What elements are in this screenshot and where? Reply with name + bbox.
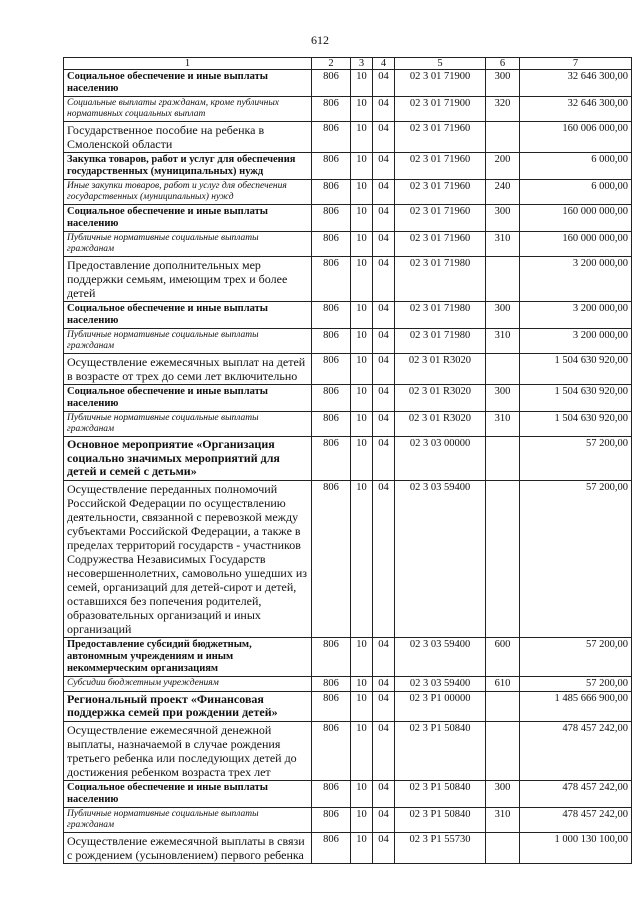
expense-type-cell bbox=[486, 122, 520, 153]
ministry-code-cell: 806 bbox=[312, 232, 351, 257]
row-name-cell: Иные закупки товаров, работ и услуг для обеспечения государственных (муниципальных) нужд bbox=[64, 180, 312, 205]
ministry-code-cell: 806 bbox=[312, 780, 351, 807]
target-article-cell: 02 3 01 71980 bbox=[395, 329, 486, 354]
subsection-code-cell: 04 bbox=[373, 637, 395, 676]
row-name-cell: Социальное обеспечение и иные выплаты населению bbox=[64, 205, 312, 232]
amount-cell: 57 200,00 bbox=[520, 676, 632, 691]
expense-type-cell bbox=[486, 257, 520, 302]
section-code-cell: 10 bbox=[351, 780, 373, 807]
column-header: 2 bbox=[312, 58, 351, 70]
subsection-code-cell: 04 bbox=[373, 97, 395, 122]
table-row bbox=[64, 97, 632, 122]
expense-type-cell bbox=[486, 480, 520, 637]
target-article-cell: 02 3 03 59400 bbox=[395, 676, 486, 691]
expense-type-cell: 320 bbox=[486, 97, 520, 122]
expense-type-cell: 240 bbox=[486, 180, 520, 205]
target-article-cell: 02 3 01 71980 bbox=[395, 302, 486, 329]
ministry-code-cell: 806 bbox=[312, 97, 351, 122]
table-row bbox=[64, 205, 632, 232]
row-name-cell: Субсидии бюджетным учреждениям bbox=[64, 676, 312, 691]
subsection-code-cell: 04 bbox=[373, 257, 395, 302]
ministry-code-cell: 806 bbox=[312, 412, 351, 437]
target-article-cell: 02 3 01 71960 bbox=[395, 153, 486, 180]
subsection-code-cell: 04 bbox=[373, 205, 395, 232]
subsection-code-cell: 04 bbox=[373, 354, 395, 385]
row-name-cell: Закупка товаров, работ и услуг для обеспечения государственных (муниципальных) нужд bbox=[64, 153, 312, 180]
amount-cell: 160 000 000,00 bbox=[520, 232, 632, 257]
ministry-code-cell: 806 bbox=[312, 70, 351, 97]
subsection-code-cell: 04 bbox=[373, 721, 395, 780]
section-code-cell: 10 bbox=[351, 832, 373, 863]
table-row bbox=[64, 385, 632, 412]
section-code-cell: 10 bbox=[351, 205, 373, 232]
row-name-cell: Социальные выплаты гражданам, кроме публичных нормативных социальных выплат bbox=[64, 97, 312, 122]
row-name-cell: Государственное пособие на ребенка в Смоленской области bbox=[64, 122, 312, 153]
amount-cell: 478 457 242,00 bbox=[520, 780, 632, 807]
table-body bbox=[64, 70, 632, 864]
ministry-code-cell: 806 bbox=[312, 807, 351, 832]
ministry-code-cell: 806 bbox=[312, 691, 351, 721]
subsection-code-cell: 04 bbox=[373, 832, 395, 863]
ministry-code-cell: 806 bbox=[312, 302, 351, 329]
section-code-cell: 10 bbox=[351, 691, 373, 721]
row-name-cell: Социальное обеспечение и иные выплаты населению bbox=[64, 70, 312, 97]
table-row bbox=[64, 807, 632, 832]
target-article-cell: 02 3 P1 50840 bbox=[395, 780, 486, 807]
table-row bbox=[64, 153, 632, 180]
subsection-code-cell: 04 bbox=[373, 412, 395, 437]
target-article-cell: 02 3 03 00000 bbox=[395, 437, 486, 481]
budget-table bbox=[63, 57, 632, 864]
table-row bbox=[64, 232, 632, 257]
column-header: 3 bbox=[351, 58, 373, 70]
row-name-cell: Социальное обеспечение и иные выплаты населению bbox=[64, 385, 312, 412]
section-code-cell: 10 bbox=[351, 480, 373, 637]
section-code-cell: 10 bbox=[351, 385, 373, 412]
section-code-cell: 10 bbox=[351, 232, 373, 257]
ministry-code-cell: 806 bbox=[312, 637, 351, 676]
column-header: 4 bbox=[373, 58, 395, 70]
amount-cell: 3 200 000,00 bbox=[520, 302, 632, 329]
column-header: 6 bbox=[486, 58, 520, 70]
subsection-code-cell: 04 bbox=[373, 122, 395, 153]
section-code-cell: 10 bbox=[351, 807, 373, 832]
subsection-code-cell: 04 bbox=[373, 329, 395, 354]
target-article-cell: 02 3 01 R3020 bbox=[395, 412, 486, 437]
ministry-code-cell: 806 bbox=[312, 329, 351, 354]
expense-type-cell: 300 bbox=[486, 780, 520, 807]
subsection-code-cell: 04 bbox=[373, 70, 395, 97]
target-article-cell: 02 3 03 59400 bbox=[395, 480, 486, 637]
row-name-cell: Региональный проект «Финансовая поддержка семей при рождении детей» bbox=[64, 691, 312, 721]
target-article-cell: 02 3 01 R3020 bbox=[395, 354, 486, 385]
section-code-cell: 10 bbox=[351, 153, 373, 180]
target-article-cell: 02 3 01 71960 bbox=[395, 180, 486, 205]
ministry-code-cell: 806 bbox=[312, 676, 351, 691]
row-name-cell: Социальное обеспечение и иные выплаты населению bbox=[64, 780, 312, 807]
amount-cell: 57 200,00 bbox=[520, 437, 632, 481]
table-row bbox=[64, 302, 632, 329]
target-article-cell: 02 3 P1 50840 bbox=[395, 807, 486, 832]
amount-cell: 3 200 000,00 bbox=[520, 329, 632, 354]
ministry-code-cell: 806 bbox=[312, 153, 351, 180]
amount-cell: 1 504 630 920,00 bbox=[520, 354, 632, 385]
expense-type-cell bbox=[486, 691, 520, 721]
section-code-cell: 10 bbox=[351, 412, 373, 437]
expense-type-cell: 310 bbox=[486, 232, 520, 257]
table-row bbox=[64, 676, 632, 691]
subsection-code-cell: 04 bbox=[373, 807, 395, 832]
amount-cell: 1 504 630 920,00 bbox=[520, 385, 632, 412]
expense-type-cell: 310 bbox=[486, 329, 520, 354]
column-header: 5 bbox=[395, 58, 486, 70]
section-code-cell: 10 bbox=[351, 70, 373, 97]
amount-cell: 1 504 630 920,00 bbox=[520, 412, 632, 437]
expense-type-cell: 300 bbox=[486, 385, 520, 412]
ministry-code-cell: 806 bbox=[312, 437, 351, 481]
row-name-cell: Осуществление переданных полномочий Российской Федерации по осуществлению деятельности, связанной с перевозкой между субъектами Российской Федерации, а также в пределах территорий государств - участников Содружества Независимых Государств несовершеннолетних, самовольно ушедших из семей, организаций для детей-сирот и детей, оставшихся без попечения родителей, образовательных организаций и иных организаций bbox=[64, 480, 312, 637]
row-name-cell: Публичные нормативные социальные выплаты гражданам bbox=[64, 412, 312, 437]
expense-type-cell: 310 bbox=[486, 412, 520, 437]
ministry-code-cell: 806 bbox=[312, 832, 351, 863]
table-row bbox=[64, 832, 632, 863]
row-name-cell: Предоставление субсидий бюджетным, автономным учреждениям и иным некоммерческим организациям bbox=[64, 637, 312, 676]
amount-cell: 160 006 000,00 bbox=[520, 122, 632, 153]
target-article-cell: 02 3 P1 55730 bbox=[395, 832, 486, 863]
row-name-cell: Публичные нормативные социальные выплаты гражданам bbox=[64, 232, 312, 257]
table-row bbox=[64, 691, 632, 721]
subsection-code-cell: 04 bbox=[373, 153, 395, 180]
target-article-cell: 02 3 03 59400 bbox=[395, 637, 486, 676]
row-name-cell: Основное мероприятие «Организация социально значимых мероприятий для детей и семей с детьми» bbox=[64, 437, 312, 481]
amount-cell: 478 457 242,00 bbox=[520, 807, 632, 832]
amount-cell: 32 646 300,00 bbox=[520, 97, 632, 122]
table-row bbox=[64, 257, 632, 302]
amount-cell: 57 200,00 bbox=[520, 480, 632, 637]
table-row bbox=[64, 329, 632, 354]
subsection-code-cell: 04 bbox=[373, 480, 395, 637]
column-header: 1 bbox=[64, 58, 312, 70]
target-article-cell: 02 3 P1 00000 bbox=[395, 691, 486, 721]
expense-type-cell: 200 bbox=[486, 153, 520, 180]
ministry-code-cell: 806 bbox=[312, 205, 351, 232]
expense-type-cell: 610 bbox=[486, 676, 520, 691]
ministry-code-cell: 806 bbox=[312, 257, 351, 302]
row-name-cell: Предоставление дополнительных мер поддержки семьям, имеющим трех и более детей bbox=[64, 257, 312, 302]
target-article-cell: 02 3 P1 50840 bbox=[395, 721, 486, 780]
target-article-cell: 02 3 01 71900 bbox=[395, 70, 486, 97]
row-name-cell: Публичные нормативные социальные выплаты гражданам bbox=[64, 807, 312, 832]
row-name-cell: Осуществление ежемесячной денежной выплаты, назначаемой в случае рождения третьего ребенка или последующих детей до достижения ребенком возраста трех лет bbox=[64, 721, 312, 780]
amount-cell: 3 200 000,00 bbox=[520, 257, 632, 302]
section-code-cell: 10 bbox=[351, 676, 373, 691]
section-code-cell: 10 bbox=[351, 437, 373, 481]
target-article-cell: 02 3 01 71980 bbox=[395, 257, 486, 302]
target-article-cell: 02 3 01 R3020 bbox=[395, 385, 486, 412]
column-header: 7 bbox=[520, 58, 632, 70]
subsection-code-cell: 04 bbox=[373, 180, 395, 205]
expense-type-cell: 300 bbox=[486, 70, 520, 97]
ministry-code-cell: 806 bbox=[312, 122, 351, 153]
row-name-cell: Осуществление ежемесячной выплаты в связи с рождением (усыновлением) первого ребенка bbox=[64, 832, 312, 863]
section-code-cell: 10 bbox=[351, 122, 373, 153]
subsection-code-cell: 04 bbox=[373, 691, 395, 721]
amount-cell: 57 200,00 bbox=[520, 637, 632, 676]
table-row bbox=[64, 180, 632, 205]
section-code-cell: 10 bbox=[351, 97, 373, 122]
amount-cell: 478 457 242,00 bbox=[520, 721, 632, 780]
ministry-code-cell: 806 bbox=[312, 721, 351, 780]
section-code-cell: 10 bbox=[351, 637, 373, 676]
section-code-cell: 10 bbox=[351, 329, 373, 354]
ministry-code-cell: 806 bbox=[312, 354, 351, 385]
target-article-cell: 02 3 01 71900 bbox=[395, 97, 486, 122]
row-name-cell: Осуществление ежемесячных выплат на детей в возрасте от трех до семи лет включительно bbox=[64, 354, 312, 385]
target-article-cell: 02 3 01 71960 bbox=[395, 122, 486, 153]
table-row bbox=[64, 122, 632, 153]
section-code-cell: 10 bbox=[351, 302, 373, 329]
subsection-code-cell: 04 bbox=[373, 232, 395, 257]
subsection-code-cell: 04 bbox=[373, 676, 395, 691]
subsection-code-cell: 04 bbox=[373, 385, 395, 412]
header-row bbox=[64, 58, 632, 70]
ministry-code-cell: 806 bbox=[312, 180, 351, 205]
table-row bbox=[64, 721, 632, 780]
ministry-code-cell: 806 bbox=[312, 385, 351, 412]
target-article-cell: 02 3 01 71960 bbox=[395, 232, 486, 257]
expense-type-cell: 600 bbox=[486, 637, 520, 676]
page-number: 612 bbox=[311, 33, 329, 47]
subsection-code-cell: 04 bbox=[373, 437, 395, 481]
section-code-cell: 10 bbox=[351, 257, 373, 302]
ministry-code-cell: 806 bbox=[312, 480, 351, 637]
table-row bbox=[64, 480, 632, 637]
amount-cell: 6 000,00 bbox=[520, 153, 632, 180]
expense-type-cell: 300 bbox=[486, 302, 520, 329]
table-row bbox=[64, 354, 632, 385]
expense-type-cell: 300 bbox=[486, 205, 520, 232]
table-row bbox=[64, 412, 632, 437]
expense-type-cell bbox=[486, 721, 520, 780]
amount-cell: 1 485 666 900,00 bbox=[520, 691, 632, 721]
expense-type-cell bbox=[486, 437, 520, 481]
section-code-cell: 10 bbox=[351, 180, 373, 205]
expense-type-cell: 310 bbox=[486, 807, 520, 832]
amount-cell: 6 000,00 bbox=[520, 180, 632, 205]
section-code-cell: 10 bbox=[351, 354, 373, 385]
row-name-cell: Публичные нормативные социальные выплаты гражданам bbox=[64, 329, 312, 354]
expense-type-cell bbox=[486, 354, 520, 385]
table-row bbox=[64, 70, 632, 97]
expense-type-cell bbox=[486, 832, 520, 863]
target-article-cell: 02 3 01 71960 bbox=[395, 205, 486, 232]
amount-cell: 32 646 300,00 bbox=[520, 70, 632, 97]
subsection-code-cell: 04 bbox=[373, 780, 395, 807]
table-row bbox=[64, 437, 632, 481]
subsection-code-cell: 04 bbox=[373, 302, 395, 329]
section-code-cell: 10 bbox=[351, 721, 373, 780]
table-row bbox=[64, 637, 632, 676]
table-row bbox=[64, 780, 632, 807]
row-name-cell: Социальное обеспечение и иные выплаты населению bbox=[64, 302, 312, 329]
amount-cell: 1 000 130 100,00 bbox=[520, 832, 632, 863]
amount-cell: 160 000 000,00 bbox=[520, 205, 632, 232]
